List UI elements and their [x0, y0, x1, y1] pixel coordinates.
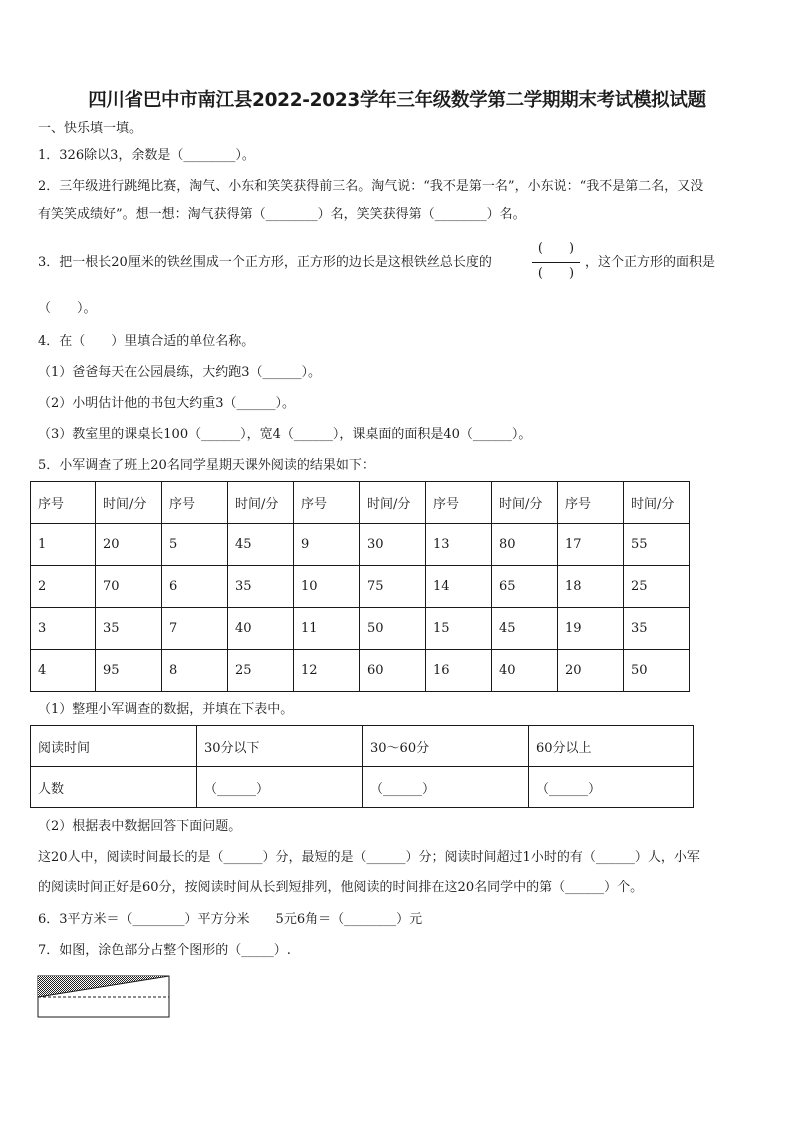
table-row	[31, 482, 690, 524]
table-cell: 14	[426, 566, 492, 608]
table-cell: 序号	[426, 482, 492, 524]
table-cell: 时间/分	[96, 482, 162, 524]
table-cell: 35	[624, 608, 690, 650]
table-cell: 70	[96, 566, 162, 608]
table-cell: 18	[558, 566, 624, 608]
reading-data-table	[30, 481, 690, 692]
table-cell: 30分以下	[197, 726, 363, 767]
question-4: 4．在（ ）里填合适的单位名称。	[38, 334, 255, 349]
table-cell: 序号	[558, 482, 624, 524]
fraction-numerator: ( )	[537, 241, 575, 256]
table-row	[31, 767, 694, 808]
table-cell: 20	[96, 524, 162, 566]
question-1: 1．326除以3，余数是（________）。	[38, 148, 255, 163]
question-4-3: （3）教室里的课桌长100（______），宽4（______），课桌面的面积是40（______）。	[38, 427, 532, 442]
table-cell: （______）	[529, 767, 694, 808]
question-5-2-line-2: 的阅读时间正好是60分，按阅读时间从长到短排列，他阅读的时间排在这20名同学中的第（______）个。	[38, 880, 644, 895]
table-cell: 40	[228, 608, 294, 650]
table-cell: 65	[492, 566, 558, 608]
table-cell: 11	[294, 608, 360, 650]
table-cell: 30	[360, 524, 426, 566]
table-cell: 80	[492, 524, 558, 566]
section-heading: 一、快乐填一填。	[38, 121, 143, 136]
question-3-line-2: （ ）。	[38, 301, 97, 316]
question-5-1: （1）整理小军调查的数据，并填在下表中。	[38, 702, 294, 717]
table-cell: 19	[558, 608, 624, 650]
table-cell: 阅读时间	[31, 726, 197, 767]
table-cell: 35	[228, 566, 294, 608]
table-row	[31, 608, 690, 650]
question-3-tail: ，这个正方形的面积是	[585, 255, 716, 270]
page-title: 四川省巴中市南江县2022-2023学年三年级数学第二学期期末考试模拟试题	[88, 90, 706, 111]
table-row	[31, 566, 690, 608]
table-cell: 35	[96, 608, 162, 650]
table-cell: 50	[624, 650, 690, 692]
question-4-2: （2）小明估计他的书包大约重3（______）。	[38, 396, 296, 411]
table-cell: 60	[360, 650, 426, 692]
table-cell: 17	[558, 524, 624, 566]
table-cell: 序号	[294, 482, 360, 524]
table-cell: 8	[162, 650, 228, 692]
table-cell: 60分以上	[529, 726, 694, 767]
table-cell: 25	[228, 650, 294, 692]
table-cell: 45	[228, 524, 294, 566]
table-cell: 30～60分	[363, 726, 529, 767]
table-cell: 55	[624, 524, 690, 566]
table-cell: 时间/分	[624, 482, 690, 524]
question-3: 3．把一根长20厘米的铁丝围成一个正方形，正方形的边长是这根铁丝总长度的	[38, 255, 492, 270]
table-cell: 5	[162, 524, 228, 566]
question-7: 7．如图，涂色部分占整个图形的（_____）.	[38, 943, 291, 958]
table-cell: 时间/分	[492, 482, 558, 524]
question-6: 6．3平方米＝（________）平方分米 5元6角＝（________）元	[38, 912, 423, 927]
table-cell: 50	[360, 608, 426, 650]
table-cell: 人数	[31, 767, 197, 808]
table-cell: 9	[294, 524, 360, 566]
table-cell: 15	[426, 608, 492, 650]
table-row	[31, 650, 690, 692]
table-cell: 75	[360, 566, 426, 608]
question-5-2: （2）根据表中数据回答下面问题。	[38, 819, 242, 834]
question-2-line-1: 2．三年级进行跳绳比赛，淘气、小东和笑笑获得前三名。淘气说：“我不是第一名”，小东说：“我不是第二名，又没	[38, 179, 704, 194]
question-5-2-line-1: 这20人中，阅读时间最长的是（______）分，最短的是（______）分；阅读时间超过1小时的有（______）人，小军	[38, 850, 700, 865]
fraction-denominator: ( )	[537, 266, 575, 281]
table-row	[31, 726, 694, 767]
table-cell: 序号	[31, 482, 96, 524]
table-cell: 7	[162, 608, 228, 650]
table-cell: 6	[162, 566, 228, 608]
table-cell: 45	[492, 608, 558, 650]
question-2-line-2: 有笑笑成绩好”。想一想：淘气获得第（________）名，笑笑获得第（________）名。	[38, 207, 526, 222]
shaded-rectangle-figure	[37, 975, 171, 1019]
table-cell: 20	[558, 650, 624, 692]
table-cell: 2	[31, 566, 96, 608]
table-cell: 13	[426, 524, 492, 566]
table-row	[31, 524, 690, 566]
table-cell: （______）	[197, 767, 363, 808]
question-5: 5．小军调查了班上20名同学星期天课外阅读的结果如下：	[38, 458, 375, 473]
table-cell: 25	[624, 566, 690, 608]
fraction-bar	[532, 262, 580, 263]
table-cell: （______）	[363, 767, 529, 808]
reading-summary-table	[30, 725, 694, 808]
table-cell: 10	[294, 566, 360, 608]
table-cell: 16	[426, 650, 492, 692]
table-cell: 4	[31, 650, 96, 692]
table-cell: 1	[31, 524, 96, 566]
question-4-1: （1）爸爸每天在公园晨练，大约跑3（______）。	[38, 365, 322, 380]
table-cell: 95	[96, 650, 162, 692]
table-cell: 序号	[162, 482, 228, 524]
table-cell: 时间/分	[360, 482, 426, 524]
table-cell: 12	[294, 650, 360, 692]
table-cell: 3	[31, 608, 96, 650]
table-cell: 40	[492, 650, 558, 692]
table-cell: 时间/分	[228, 482, 294, 524]
